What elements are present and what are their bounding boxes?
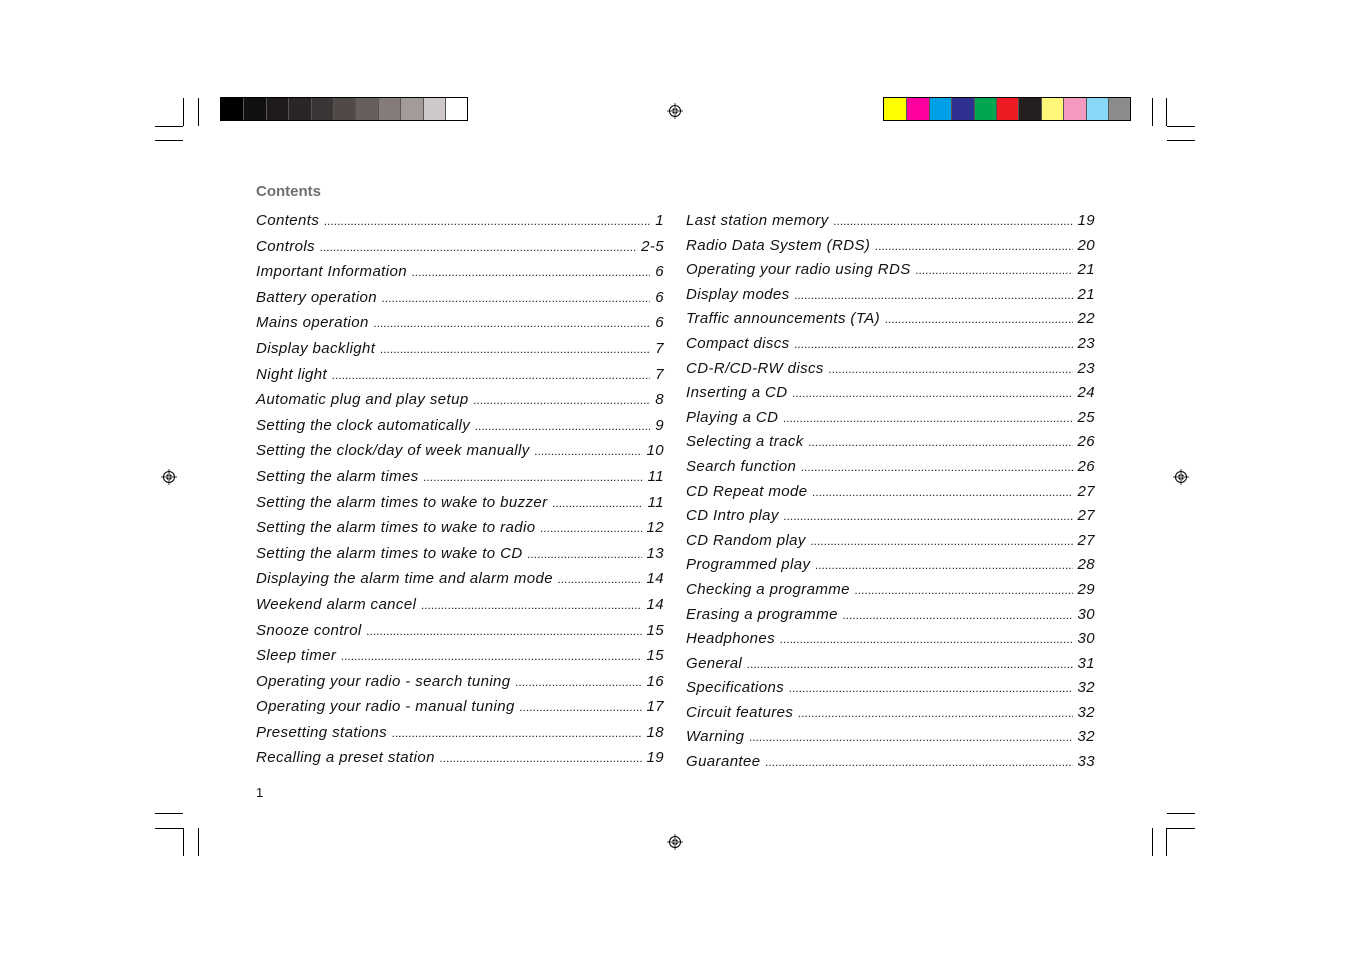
dot-leader — [789, 681, 1072, 695]
crop-mark — [1166, 98, 1167, 126]
color-swatch — [1041, 98, 1063, 120]
toc-entry[interactable] — [256, 545, 664, 571]
crop-mark — [198, 828, 199, 856]
toc-entry-page: 14 — [646, 595, 664, 613]
toc-entry[interactable] — [256, 519, 664, 545]
dot-leader — [875, 239, 1072, 253]
dot-leader — [795, 337, 1073, 351]
toc-entry-page: 29 — [1077, 580, 1095, 598]
toc-entry[interactable] — [256, 417, 664, 443]
toc-entry-title: Circuit features — [686, 703, 794, 721]
toc-entry[interactable] — [256, 596, 664, 622]
toc-entry-title: Contents — [256, 212, 320, 229]
toc-entry-title: Setting the alarm times to wake to buzzer — [256, 493, 548, 511]
toc-entry[interactable] — [256, 749, 664, 775]
toc-entry[interactable] — [686, 728, 1095, 753]
toc-entry-page: 26 — [1077, 457, 1095, 475]
dot-leader — [843, 608, 1073, 622]
dot-leader — [784, 509, 1073, 523]
dot-leader — [829, 362, 1073, 376]
dot-leader — [780, 632, 1072, 646]
toc-entry-page: 6 — [655, 314, 664, 332]
toc-entry-title: Snooze control — [256, 621, 362, 639]
crop-mark — [155, 126, 183, 127]
dot-leader — [424, 470, 643, 484]
color-swatch — [996, 98, 1018, 120]
color-bar — [883, 97, 1131, 121]
toc-entry-page: 23 — [1077, 359, 1095, 377]
toc-entry-page: 7 — [655, 339, 664, 357]
toc-entry-page: 24 — [1077, 384, 1095, 402]
toc-entry[interactable] — [686, 581, 1095, 606]
toc-entry-title: Night light — [256, 365, 328, 383]
toc-entry-title: Playing a CD — [686, 408, 779, 426]
toc-entry-page: 32 — [1077, 728, 1095, 746]
dot-leader — [792, 386, 1072, 400]
toc-entry-page: 19 — [646, 749, 664, 767]
toc-entry[interactable] — [686, 483, 1095, 508]
page-number: 1 — [256, 785, 264, 800]
toc-entry[interactable] — [256, 724, 664, 750]
toc-entry-title: Warning — [686, 728, 745, 746]
toc-entry-title: Specifications — [686, 679, 785, 697]
toc-entry[interactable] — [686, 237, 1095, 262]
toc-entry-page: 26 — [1077, 433, 1095, 451]
toc-entry-page: 6 — [655, 288, 664, 306]
dot-leader — [811, 534, 1073, 548]
dot-leader — [885, 312, 1072, 326]
crop-mark — [1167, 813, 1195, 814]
gray-swatch — [355, 98, 377, 120]
toc-entry-title: Operating your radio using RDS — [686, 261, 911, 279]
toc-entry-page: 32 — [1077, 679, 1095, 697]
dot-leader — [474, 393, 651, 407]
toc-entry-title: Radio Data System (RDS) — [686, 236, 871, 254]
toc-entry-title: Setting the alarm times — [256, 467, 419, 485]
toc-entry[interactable] — [686, 360, 1095, 385]
toc-entry-page: 9 — [655, 416, 664, 434]
toc-entry-title: Displaying the alarm time and alarm mode — [256, 570, 553, 588]
toc-entry-page: 27 — [1077, 482, 1095, 500]
toc-entry-page: 21 — [1077, 261, 1095, 279]
toc-entry[interactable] — [686, 433, 1095, 458]
toc-entry-page: 7 — [655, 365, 664, 383]
toc-entry-title: Important Information — [256, 263, 407, 281]
dot-leader — [813, 485, 1073, 499]
toc-entry[interactable] — [686, 679, 1095, 704]
dot-leader — [809, 435, 1073, 449]
toc-entry-page: 15 — [646, 647, 664, 665]
toc-entry[interactable] — [686, 704, 1095, 729]
dot-leader — [783, 411, 1072, 425]
toc-entry-title: Battery operation — [256, 288, 378, 306]
toc-entry[interactable] — [256, 468, 664, 494]
toc-entry-page: 20 — [1077, 236, 1095, 254]
toc-entry-page: 1 — [655, 212, 664, 229]
toc-entry[interactable] — [256, 673, 664, 699]
toc-entry-page: 16 — [646, 672, 664, 690]
crop-mark — [1152, 828, 1153, 856]
toc-entry-title: Setting the clock/day of week manually — [256, 442, 530, 460]
toc-entry-title: Inserting a CD — [686, 384, 788, 402]
toc-entry[interactable] — [256, 289, 664, 315]
crop-mark — [155, 140, 183, 141]
dot-leader — [834, 214, 1073, 228]
toc-entry-title: Programmed play — [686, 556, 811, 574]
dot-leader — [475, 419, 650, 433]
toc-entry-title: Setting the alarm times to wake to CD — [256, 544, 523, 562]
toc-entry[interactable] — [256, 263, 664, 289]
dot-leader — [380, 342, 650, 356]
toc-entry-title: Last station memory — [686, 212, 829, 229]
crop-mark — [155, 813, 183, 814]
dot-leader — [332, 368, 650, 382]
gray-swatch — [311, 98, 333, 120]
toc-entry-title: Operating your radio - search tuning — [256, 672, 511, 690]
color-swatch — [929, 98, 951, 120]
toc-entry[interactable] — [686, 507, 1095, 532]
toc-entry-title: CD Intro play — [686, 507, 779, 525]
toc-entry-title: Setting the alarm times to wake to radio — [256, 519, 536, 537]
color-swatch — [974, 98, 996, 120]
toc-entry[interactable] — [686, 286, 1095, 311]
toc-entry-title: Sleep timer — [256, 647, 337, 665]
toc-entry[interactable] — [256, 238, 664, 264]
toc-entry-page: 32 — [1077, 703, 1095, 721]
toc-entry[interactable] — [686, 335, 1095, 360]
gray-swatch — [445, 98, 467, 120]
toc-entry-page: 13 — [646, 544, 664, 562]
toc-right-column — [686, 212, 1095, 778]
toc-entry-title: Display backlight — [256, 339, 376, 357]
dot-leader — [412, 265, 650, 279]
gray-swatch — [288, 98, 310, 120]
toc-entry[interactable] — [256, 442, 664, 468]
toc-entry[interactable] — [256, 698, 664, 724]
toc-entry-page: 18 — [646, 723, 664, 741]
toc-entry[interactable] — [686, 261, 1095, 286]
dot-leader — [440, 751, 642, 765]
crop-mark — [155, 828, 183, 829]
dot-leader — [341, 649, 641, 663]
dot-leader — [324, 214, 650, 228]
dot-leader — [516, 675, 642, 689]
toc-entry[interactable] — [686, 655, 1095, 680]
toc-entry-page: 30 — [1077, 605, 1095, 623]
toc-entry[interactable] — [256, 622, 664, 648]
contents-heading: Contents — [256, 183, 321, 200]
toc-entry[interactable] — [686, 310, 1095, 335]
toc-entry-title: Controls — [256, 237, 316, 255]
crop-mark — [1152, 98, 1153, 126]
toc-entry-page: 30 — [1077, 630, 1095, 648]
dot-leader — [916, 263, 1073, 277]
toc-entry-title: Headphones — [686, 630, 776, 648]
toc-entry[interactable] — [686, 606, 1095, 631]
toc-entry-title: CD Random play — [686, 531, 806, 549]
dot-leader — [392, 726, 642, 740]
registration-crosshair-icon — [161, 469, 177, 485]
color-swatch — [1063, 98, 1085, 120]
toc-entry-page: 14 — [646, 570, 664, 588]
color-swatch — [1108, 98, 1130, 120]
dot-leader — [801, 460, 1072, 474]
crop-mark — [1167, 140, 1195, 141]
dot-leader — [749, 730, 1072, 744]
toc-entry-page: 27 — [1077, 507, 1095, 525]
toc-entry-title: Traffic announcements (TA) — [686, 310, 881, 328]
toc-entry-page: 15 — [646, 621, 664, 639]
toc-entry-page: 27 — [1077, 531, 1095, 549]
toc-entry-page: 21 — [1077, 285, 1095, 303]
toc-entry-title: Setting the clock automatically — [256, 416, 471, 434]
toc-entry[interactable] — [686, 212, 1095, 237]
dot-leader — [367, 624, 642, 638]
dot-leader — [815, 558, 1072, 572]
dot-leader — [520, 700, 642, 714]
registration-crosshair-icon — [667, 103, 683, 119]
toc-entry[interactable] — [686, 753, 1095, 778]
grayscale-bar — [220, 97, 468, 121]
gray-swatch — [333, 98, 355, 120]
toc-entry[interactable] — [686, 458, 1095, 483]
toc-entry[interactable] — [686, 630, 1095, 655]
dot-leader — [374, 316, 651, 330]
toc-entry-title: Selecting a track — [686, 433, 804, 451]
crop-mark — [1167, 126, 1195, 127]
toc-entry[interactable] — [256, 494, 664, 520]
toc-entry[interactable] — [256, 212, 664, 238]
toc-entry-page: 12 — [646, 519, 664, 537]
dot-leader — [855, 583, 1073, 597]
dot-leader — [553, 496, 643, 510]
color-swatch — [1018, 98, 1040, 120]
dot-leader — [798, 706, 1072, 720]
dot-leader — [540, 521, 641, 535]
toc-entry-page: 2-5 — [641, 237, 664, 255]
toc-entry-page: 10 — [646, 442, 664, 460]
toc-entry-title: Presetting stations — [256, 723, 387, 741]
dot-leader — [320, 240, 636, 254]
color-swatch — [951, 98, 973, 120]
toc-entry-page: 33 — [1077, 753, 1095, 771]
color-swatch — [906, 98, 928, 120]
toc-entry[interactable] — [256, 314, 664, 340]
toc-entry-title: Operating your radio - manual tuning — [256, 698, 515, 716]
toc-entry-page: 22 — [1077, 310, 1095, 328]
toc-entry-page: 19 — [1077, 212, 1095, 229]
toc-entry-page: 11 — [647, 467, 664, 485]
gray-swatch — [378, 98, 400, 120]
toc-entry-title: Erasing a programme — [686, 605, 838, 623]
dot-leader — [382, 291, 650, 305]
crop-mark — [1166, 828, 1167, 856]
toc-entry[interactable] — [256, 570, 664, 596]
toc-entry-title: Recalling a preset station — [256, 749, 435, 767]
toc-entry-title: Weekend alarm cancel — [256, 595, 417, 613]
registration-crosshair-icon — [667, 834, 683, 850]
toc-entry-title: Compact discs — [686, 334, 790, 352]
gray-swatch — [400, 98, 422, 120]
gray-swatch — [221, 98, 243, 120]
color-swatch — [1086, 98, 1108, 120]
toc-entry-title: General — [686, 654, 743, 672]
dot-leader — [765, 755, 1072, 769]
toc-entry[interactable] — [686, 409, 1095, 434]
toc-entry[interactable] — [686, 384, 1095, 409]
toc-left-column — [256, 212, 664, 775]
toc-entry-title: CD-R/CD-RW discs — [686, 359, 824, 377]
dot-leader — [528, 547, 642, 561]
toc-entry-title: Guarantee — [686, 753, 761, 771]
dot-leader — [795, 288, 1073, 302]
registration-crosshair-icon — [1173, 469, 1189, 485]
color-swatch — [884, 98, 906, 120]
toc-entry-page: 8 — [655, 391, 664, 409]
toc-entry-page: 25 — [1077, 408, 1095, 426]
dot-leader — [421, 598, 641, 612]
toc-entry-page: 28 — [1077, 556, 1095, 574]
toc-entry-title: Search function — [686, 457, 797, 475]
toc-entry-page: 31 — [1077, 654, 1095, 672]
gray-swatch — [266, 98, 288, 120]
toc-entry-page: 11 — [647, 493, 664, 511]
toc-entry[interactable] — [256, 366, 664, 392]
dot-leader — [535, 444, 642, 458]
toc-entry-title: Automatic plug and play setup — [256, 391, 469, 409]
toc-entry-page: 6 — [655, 263, 664, 281]
toc-entry[interactable] — [256, 340, 664, 366]
dot-leader — [747, 657, 1072, 671]
gray-swatch — [423, 98, 445, 120]
toc-entry[interactable] — [686, 532, 1095, 557]
crop-mark — [1167, 828, 1195, 829]
dot-leader — [558, 572, 642, 586]
toc-entry-page: 17 — [646, 698, 664, 716]
toc-entry-title: Checking a programme — [686, 580, 850, 598]
gray-swatch — [243, 98, 265, 120]
toc-entry-title: Display modes — [686, 285, 790, 303]
toc-entry[interactable] — [686, 556, 1095, 581]
toc-entry-title: Mains operation — [256, 314, 369, 332]
crop-mark — [183, 98, 184, 126]
toc-entry-page: 23 — [1077, 334, 1095, 352]
toc-entry[interactable] — [256, 647, 664, 673]
crop-mark — [183, 828, 184, 856]
crop-mark — [198, 98, 199, 126]
toc-entry[interactable] — [256, 391, 664, 417]
toc-entry-title: CD Repeat mode — [686, 482, 808, 500]
